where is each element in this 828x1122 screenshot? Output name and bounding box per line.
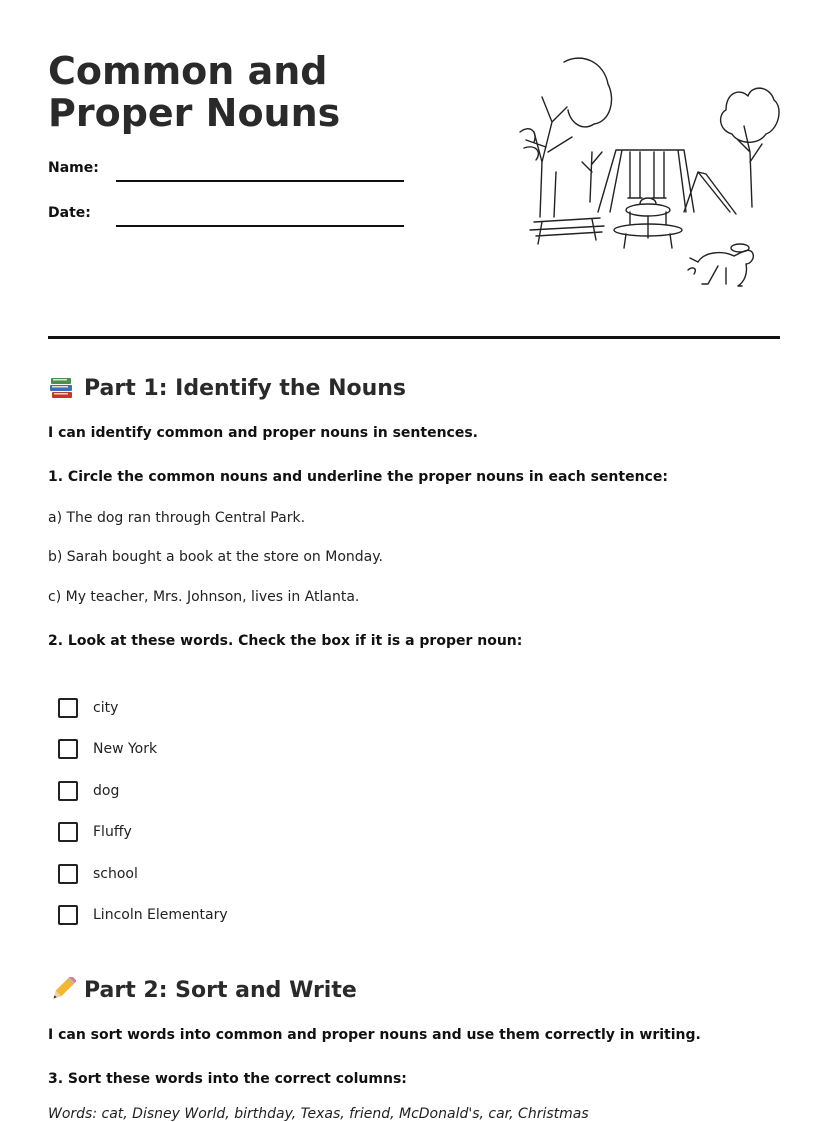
checklist-label: New York <box>93 741 158 757</box>
checklist-label: school <box>93 866 138 882</box>
checklist-item[interactable] <box>58 862 138 886</box>
section-divider <box>48 336 780 339</box>
part2-heading <box>48 977 357 1003</box>
checklist-label: dog <box>93 783 120 799</box>
checklist-item[interactable] <box>58 737 157 761</box>
question-2: 2. Look at these words. Check the box if it is a proper noun: <box>48 633 523 649</box>
part2-goal: I can sort words into common and proper nouns and use them correctly in writing. <box>48 1027 701 1043</box>
checkbox[interactable] <box>58 739 78 759</box>
checklist-item[interactable] <box>58 779 119 803</box>
sentence-b: b) Sarah bought a book at the store on Monday. <box>48 549 383 565</box>
question-3: 3. Sort these words into the correct columns: <box>48 1071 407 1087</box>
checkbox[interactable] <box>58 905 78 925</box>
checklist-label: Fluffy <box>93 824 132 840</box>
checkbox[interactable] <box>58 781 78 801</box>
checkbox[interactable] <box>58 864 78 884</box>
part2-heading-text: Part 2: Sort and Write <box>84 977 357 1003</box>
question-1: 1. Circle the common nouns and underline the proper nouns in each sentence: <box>48 469 668 485</box>
date-label: Date: <box>48 205 91 221</box>
checklist-label: city <box>93 700 119 716</box>
playground-illustration <box>512 52 784 292</box>
part1-heading <box>48 375 406 401</box>
books-icon <box>48 375 76 401</box>
part1-goal: I can identify common and proper nouns in sentences. <box>48 425 478 441</box>
name-label: Name: <box>48 160 99 176</box>
checkbox[interactable] <box>58 822 78 842</box>
pencil-icon <box>48 977 76 1003</box>
checkbox[interactable] <box>58 698 78 718</box>
name-line[interactable] <box>116 180 404 182</box>
date-line[interactable] <box>116 225 404 227</box>
checklist-label: Lincoln Elementary <box>93 907 228 923</box>
checklist-item[interactable] <box>58 696 118 720</box>
page-title: Common and Proper Nouns <box>48 49 341 135</box>
word-bank: Words: cat, Disney World, birthday, Texas, friend, McDonald's, car, Christmas <box>48 1106 589 1122</box>
checklist-item[interactable] <box>58 820 132 844</box>
checklist-item[interactable] <box>58 903 228 927</box>
part1-heading-text: Part 1: Identify the Nouns <box>84 375 407 401</box>
sentence-c: c) My teacher, Mrs. Johnson, lives in Atlanta. <box>48 589 360 605</box>
sentence-a: a) The dog ran through Central Park. <box>48 510 306 526</box>
